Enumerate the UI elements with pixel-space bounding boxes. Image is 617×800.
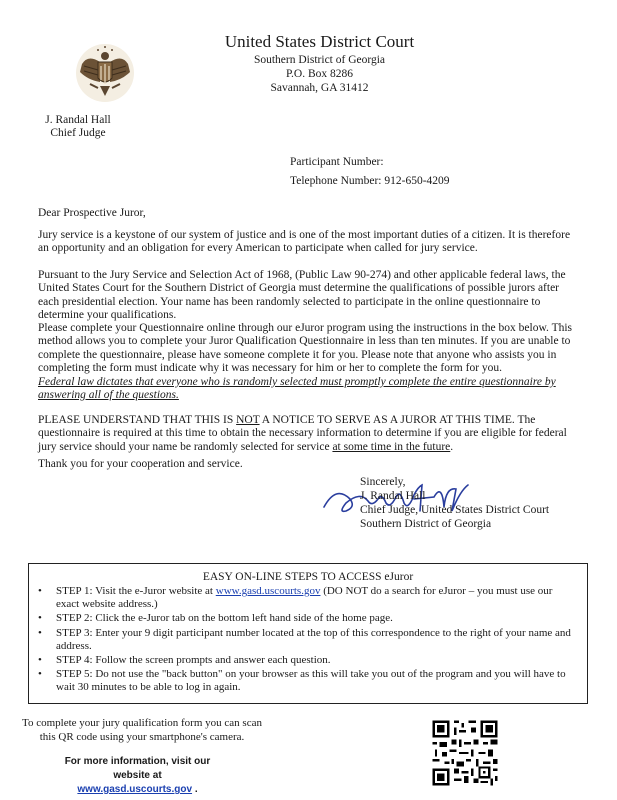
qr-code-icon[interactable] [430, 718, 500, 788]
footer-website-link[interactable]: www.gasd.uscourts.gov [77, 784, 193, 795]
website-link[interactable]: www.gasd.uscourts.gov [215, 585, 321, 597]
step-3-text: STEP 3: Enter your 9 digit participant number located at the top of this correspondence to the right of your name and address. [56, 626, 571, 652]
court-seal-icon [74, 42, 136, 104]
website-line [50, 783, 225, 797]
steps-title: EASY ON-LINE STEPS TO ACCESS eJuror [202, 571, 414, 583]
city-line: Savannah, GA 31412 [270, 82, 369, 94]
paragraph-3-emphasis: Federal law dictates that everyone who is randomly selected must promptly complete the entire questionnaire by answering all of the questions. [38, 375, 556, 402]
salutation: Dear Prospective Juror, [38, 207, 146, 219]
bullet-icon: • [38, 626, 42, 639]
step-1 [38, 585, 578, 611]
step-1-text: STEP 1: Visit the e-Juror website at [56, 585, 216, 597]
judge-heading [40, 114, 116, 140]
po-box-line: P.O. Box 8286 [285, 68, 354, 80]
thanks-line: Thank you for your cooperation and service. [38, 458, 243, 470]
bullet-icon: • [38, 612, 42, 625]
district-line: Southern District of Georgia [253, 54, 386, 66]
bullet-icon: • [38, 668, 42, 681]
steps-list [38, 585, 578, 696]
participant-info [290, 153, 450, 191]
signer-name: J. Randal Hall [360, 490, 426, 502]
step-4 [38, 654, 578, 667]
telephone-number: Telephone Number: 912-650-4209 [290, 175, 450, 187]
signer-title: Chief Judge, United States District Court [360, 504, 550, 516]
website-line-end: . [192, 784, 198, 795]
step-3 [38, 627, 578, 653]
paragraph-4-future: at some time in the future [332, 440, 451, 453]
judge-name: J. Randal Hall [45, 114, 111, 126]
paragraph-4-part-c: . [450, 440, 454, 453]
step-2 [38, 612, 578, 625]
bullet-icon: • [38, 654, 42, 667]
signer-district: Southern District of Georgia [360, 518, 492, 530]
website-label: For more information, visit our website at [64, 756, 211, 781]
paragraph-4-not: NOT [236, 414, 260, 426]
judge-title: Chief Judge [50, 127, 106, 139]
paragraph-4 [38, 414, 578, 454]
paragraph-2: Pursuant to the Jury Service and Selection Act of 1968, (Public Law 90-274) and other applicable federal laws, the United States Court for the Southern District of Georgia must determine the qualifications of possible jurors after each presidential election. Your name has been randomly selected to participate in the online questionnaire to determine your qualifications. [38, 269, 566, 322]
closing: Sincerely, [360, 476, 406, 488]
bullet-icon: • [38, 585, 42, 597]
step-2-text: STEP 2: Click the e-Juror tab on the bottom left hand side of the home page. [56, 612, 393, 625]
participant-number-label: Participant Number: [290, 156, 384, 168]
paragraph-3 [38, 322, 578, 402]
qr-note: To complete your jury qualification form you can scan this QR code using your smartphone's camera. [22, 717, 262, 743]
signature-block [360, 475, 549, 531]
paragraph-1: Jury service is a keystone of our system of justice and is one of the most important duties of a citizen. It is therefore an opportunity and an obligation for every American to participate when called for jury service. [38, 229, 571, 255]
step-1-text-end: (DO NOT do a search for eJuror – you must use our exact website address.) [56, 585, 553, 611]
step-5-text: STEP 5: Do not use the "back button" on your browser as this will take you out of the program and you will have to wait 30 minutes to be able to log in again. [56, 668, 566, 694]
step-5 [38, 668, 578, 694]
paragraph-3-text: Please complete your Questionnaire online through our eJuror program using the instructions in the box below. This method allows you to complete your Juror Qualification Questionnaire in less than ten minutes. If you are unable to complete the questionnaire, please have someone complete it for you. Please note that anyone who assists you in completing the form must indicate why it was necessary for him or her to complete the form for you. [38, 322, 573, 375]
step-4-text: STEP 4: Follow the screen prompts and answer each question. [56, 654, 331, 667]
court-title: United States District Court [224, 32, 415, 51]
paragraph-4-part-a: PLEASE UNDERSTAND THAT THIS IS [38, 414, 237, 426]
website-note [50, 755, 225, 797]
paragraph-4-part-b: A NOTICE TO SERVE AS A JUROR AT THIS TIME. The questionnaire is required at this time to obtain the necessary information to determine if you are eligible for federal jury service should your name be randomly selected for service [38, 414, 567, 453]
